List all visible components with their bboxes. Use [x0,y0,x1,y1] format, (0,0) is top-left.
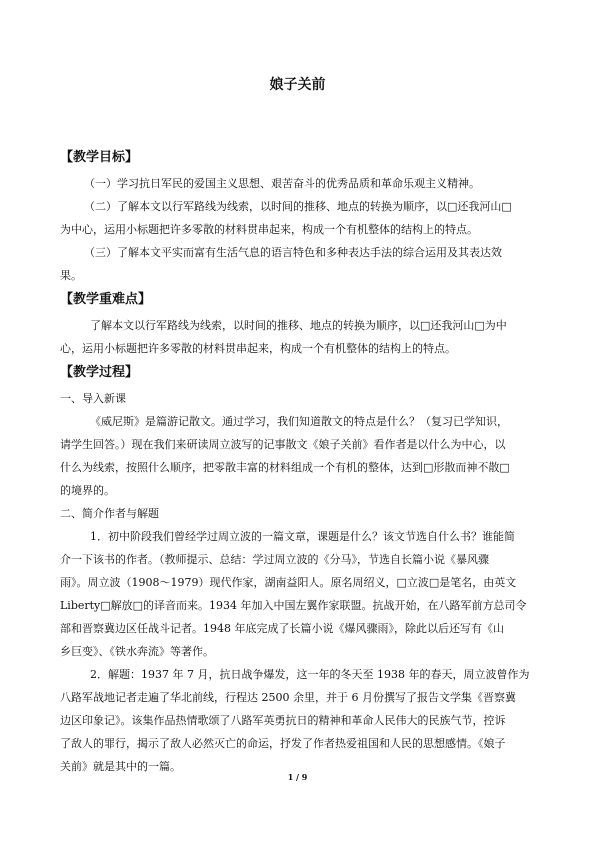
key-line-1: 了解本文以行军路线为线索，以时间的推移、地点的转换为顺序，以□还我河山□为中 [90,319,507,332]
section-heading-process: 【教学过程】 [60,365,139,380]
goals-line-3: 为中心，运用小标题把许多零散的材料贯串起来，构成一个有机整体的结构上的特点。 [60,223,478,236]
process-line-2: 《威尼斯》是篇游记散文。通过学习，我们知道散文的特点是什么？（复习已学知识， [90,415,508,428]
process-line-16: 了敌人的罪行，揭示了敌人必然灭亡的命运，抒发了作者热爱祖国和人民的思想感情。《娘子 [60,737,506,750]
key-line-2: 心，运用小标题把许多零散的材料贯串起来，构成一个有机整体的结构上的特点。 [60,342,456,355]
section-heading-key-points: 【教学重难点】 [60,292,152,307]
process-line-9: 雨》。周立波（1908～1979）现代作家，湖南益阳人。原名周绍义，□立波□是笔名，由英文 [60,576,517,589]
process-line-13: 2．解题：1937 年 7 月，抗日战争爆发，这一年的冬天至 1938 年的春天，周立波曾作为 [90,668,530,681]
process-line-12: 乡巨变》、《铁水奔流》等著作。 [60,645,214,658]
process-line-11: 部和晋察冀边区任战斗记者。1948 年底完成了长篇小说《爆风骤雨》，除此以后还写有《山 [60,622,504,635]
process-line-5: 的境界的。 [60,484,115,497]
process-line-6: 二、简介作者与解题 [60,507,159,520]
process-line-3: 请学生回答。）现在我们来研读周立波写的记事散文《娘子关前》看作者是以什么为中心，以 [60,438,506,451]
goals-line-5: 果。 [60,269,82,282]
page-number: 1 / 9 [287,772,308,782]
section-heading-goals: 【教学目标】 [60,150,139,165]
process-line-14: 八路军战地记者走遍了华北前线，行程达 2500 余里，并于 6 月份撰写了报告文学集《晋察冀 [60,691,516,704]
process-line-1: 一、导入新课 [60,392,126,405]
process-line-8: 介一下该书的作者。（教师提示、总结：学过周立波的《分马》，节选自长篇小说《暴风骤 [60,553,489,566]
document-title: 娘子关前 [269,77,326,93]
goals-line-2: （二）了解本文以行军路线为线索，以时间的推移、地点的转换为顺序，以□还我河山□ [84,200,512,213]
process-line-4: 什么为线索，按照什么顺序，把零散丰富的材料组成一个有机的整体，达到□形散而神不散□ [60,461,510,474]
process-line-10: Liberty□解放□的译音而来。1934 年加入中国左翼作家联盟。抗战开始，在八路军前方总司令 [60,599,527,612]
process-line-17: 关前》就是其中的一篇。 [60,760,181,773]
process-line-7: 1．初中阶段我们曾经学过周立波的一篇文章，课题是什么？该文节选自什么书？谁能简 [90,530,515,543]
goals-line-4: （三）了解本文平实而富有生活气息的语言特色和多种表达手法的综合运用及其表达效 [84,246,502,259]
process-line-15: 边区印象记》。该集作品热情歌颂了八路军英勇抗日的精神和革命人民伟大的民族气节，控诉 [60,714,506,727]
goals-line-1: （一）学习抗日军民的爱国主义思想、艰苦奋斗的优秀品质和革命乐观主义精神。 [84,177,480,190]
